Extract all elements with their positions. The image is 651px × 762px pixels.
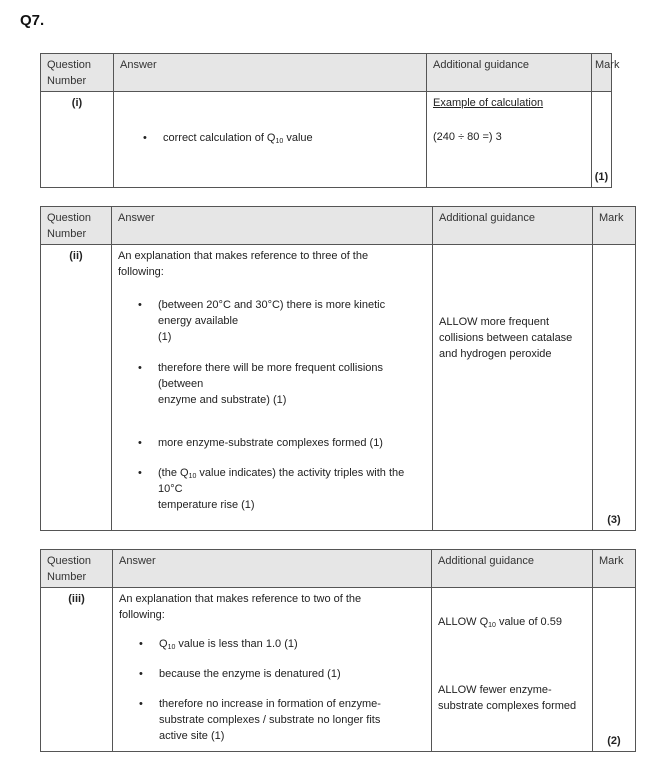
- mark-scheme-table-iii: [40, 549, 636, 752]
- mark-ii: (3): [607, 514, 621, 526]
- answer-iii-intro-line2: following:: [119, 609, 165, 621]
- mark-cell-iii: [593, 588, 636, 752]
- answer-ii-intro-line1: An explanation that makes reference to three of the: [118, 250, 369, 262]
- guidance-i-heading: Example of calculation: [433, 97, 544, 109]
- mark-scheme-table-i: [40, 53, 620, 188]
- header-answer: Answer: [113, 550, 432, 588]
- header-mark: Mark: [593, 207, 636, 245]
- header-question-number: [41, 550, 113, 588]
- mark-scheme-table-ii: [40, 206, 636, 531]
- mark-cell-i: [592, 92, 612, 188]
- header-answer: Answer: [114, 54, 427, 92]
- answer-ii-bullet-4: • (the $Q_{10}$ value indicates) the activity triples with the 10°C temperature rise (1): [118, 465, 426, 513]
- header-mark: Mark: [593, 550, 636, 588]
- answer-ii-bullet-3: • more enzyme-substrate complexes formed (1): [118, 435, 426, 451]
- guidance-ii-line3: and hydrogen peroxide: [439, 348, 552, 360]
- answer-cell-iii: [113, 588, 432, 752]
- header-mark: Mark: [592, 54, 612, 92]
- header-answer: Answer: [112, 207, 433, 245]
- answer-iii-intro-line1: An explanation that makes reference to two of the: [119, 593, 362, 605]
- mark-iii: (2): [607, 735, 621, 747]
- header-question-line1: Question: [47, 59, 92, 71]
- guidance-ii-line2: collisions between catalase: [439, 332, 573, 344]
- header-additional-guidance: Additional guidance: [433, 207, 593, 245]
- header-additional-guidance: Additional guidance: [427, 54, 592, 92]
- answer-i-bullet: • correct calculation of $Q_{10}$ value: [123, 130, 425, 146]
- header-additional-guidance: Additional guidance: [432, 550, 593, 588]
- header-question-line1: Question: [47, 212, 92, 224]
- answer-ii-bullet-1: • (between 20°C and 30°C) there is more kinetic energy available (1): [118, 297, 426, 345]
- question-number-ii: (ii): [41, 245, 112, 531]
- guidance-cell-i: [427, 92, 592, 188]
- header-question-line2: Number: [47, 228, 87, 240]
- answer-cell-i: [114, 92, 427, 188]
- answer-ii-bullet-2: • therefore there will be more frequent collisions (between enzyme and substrate) (1): [118, 360, 426, 408]
- guidance-ii-line1: ALLOW more frequent: [439, 316, 550, 328]
- mark-i: (1): [594, 171, 609, 183]
- answer-iii-bullet-3: • therefore no increase in formation of enzyme- substrate complexes / substrate no longer fits active site (1): [119, 696, 425, 744]
- header-question-line1: Question: [47, 555, 92, 567]
- guidance-iii-2-line1: ALLOW fewer enzyme-: [438, 684, 552, 696]
- answer-ii-intro-line2: following:: [118, 266, 164, 278]
- guidance-iii-2-line2: substrate complexes formed: [438, 700, 577, 712]
- guidance-cell-ii: [433, 245, 593, 531]
- question-title: Q7.: [20, 12, 45, 29]
- answer-cell-ii: [112, 245, 433, 531]
- guidance-iii-1: ALLOW $Q_{10}$ value of 0.59: [438, 616, 562, 629]
- answer-iii-bullet-2: • because the enzyme is denatured (1): [119, 666, 425, 682]
- mark-cell-ii: [593, 245, 636, 531]
- header-question-number: [41, 207, 112, 245]
- header-question-line2: Number: [47, 571, 87, 583]
- guidance-cell-iii: [432, 588, 593, 752]
- header-question-number: [41, 54, 114, 92]
- answer-iii-bullet-1: • $Q_{10}$ value is less than 1.0 (1): [119, 636, 425, 652]
- header-question-line2: Number: [47, 75, 87, 87]
- question-number-i: (i): [41, 92, 114, 188]
- question-number-iii: (iii): [41, 588, 113, 752]
- guidance-i-calc: (240 ÷ 80 =) 3: [433, 131, 502, 143]
